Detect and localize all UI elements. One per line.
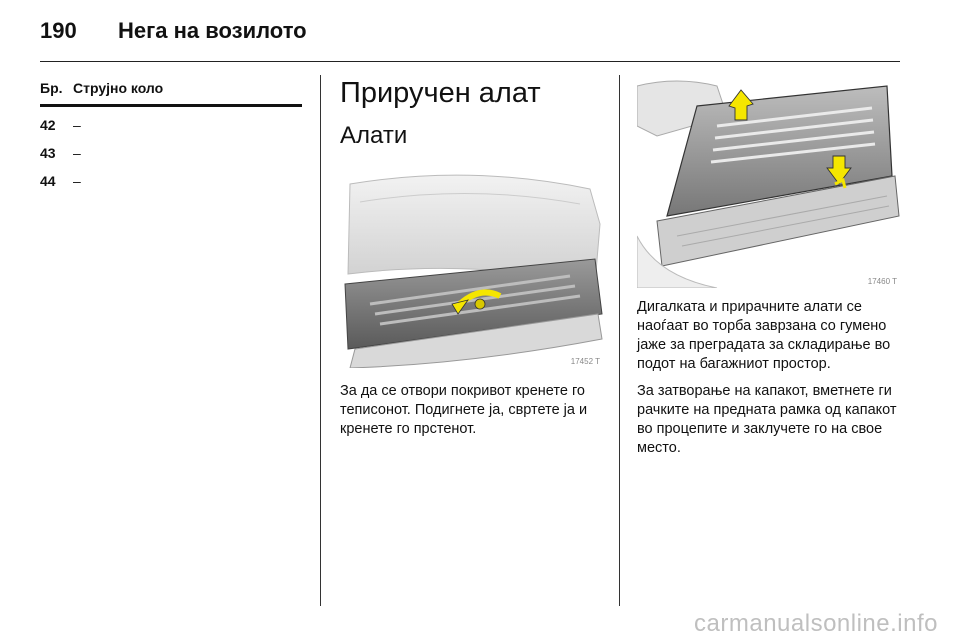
figure-floor-cover — [340, 164, 604, 368]
figure-code: 17460 T — [867, 277, 897, 286]
fuse-table — [40, 80, 302, 191]
fuse-circuit: – — [73, 117, 81, 133]
table-row — [40, 107, 302, 135]
figure-code: 17452 T — [570, 357, 600, 366]
col-header-circuit: Струјно коло — [73, 80, 164, 96]
fuse-number: 43 — [40, 145, 56, 161]
table-row — [40, 135, 302, 163]
col-header-no: Бр. — [40, 80, 63, 96]
fuse-number: 44 — [40, 173, 56, 189]
fuse-circuit: – — [73, 145, 81, 161]
tools-text-column — [637, 76, 905, 458]
fuse-number: 42 — [40, 117, 56, 133]
section-title: Приручен алат — [340, 77, 541, 109]
header-divider — [40, 61, 900, 62]
tool-compartment-illustration — [637, 76, 901, 288]
figure-tool-compartment — [637, 76, 901, 288]
trunk-floor-illustration — [340, 164, 604, 368]
jack-location-text: Дигалката и прирачните алати се наоѓаат во торба заврзана со гумено јаже за преградата за складирање во подот на багажниот простор. — [637, 299, 891, 372]
column-divider — [320, 75, 321, 606]
column-divider — [619, 75, 620, 606]
fuse-circuit: – — [73, 173, 81, 189]
table-row — [40, 163, 302, 191]
page-number: 190 — [40, 18, 77, 43]
section-subtitle: Алати — [340, 122, 408, 149]
figure1-caption: За да се отвори покривот кренете го теписонот. Подигнете ја, свртете ја и кренете го прстенот. — [340, 383, 588, 437]
table-header — [40, 80, 302, 102]
tools-section — [340, 76, 608, 439]
page-header — [40, 18, 900, 58]
watermark: carmanualsonline.info — [694, 610, 938, 637]
page-title: Нега на возилото — [118, 18, 307, 43]
cover-closing-text: За затворање на капакот, вметнете ги рачките на предната рамка од капакот во процепите и заклучете го на свое место. — [637, 383, 897, 456]
